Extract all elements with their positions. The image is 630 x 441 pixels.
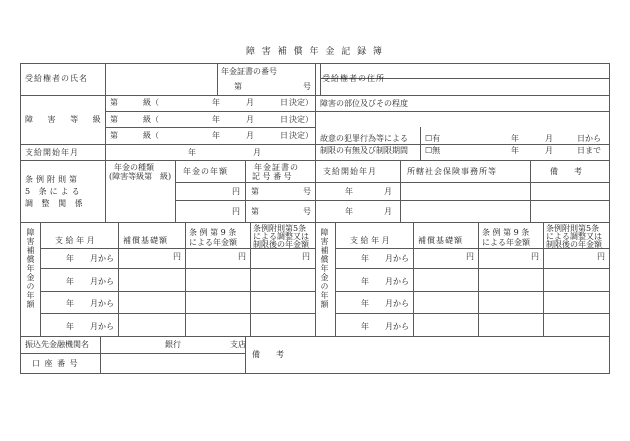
pay-month-header-left: 支 給 年 月 (55, 236, 95, 245)
grade-label: 障 害 等 級 (25, 115, 107, 124)
pension-record-form: 障 害 補 償 年 金 記 録 簿 受給権者の氏名 年金証書の番号 第 号 受給権者の住所 障 害 等 級 第 級（ 年 月 日 決定） 第 級（ 年 月 日 決定） 第 級（ 年 月 日 決定） 障害の部位及びその程度 故意の犯罪行為等による 制限の有無及び制限期間 ☐有 ☐無 年 月 日から 年 月 日まで 支給開始年月 年 月 条例附則第 5 条による 調 整 関 係 年金の種類 (障害等級第 級) 年金の年額 年金証書の 記 号 番 号 支給開始年月 所轄社会保険事務所等 備 考 円 第 号 年 月 円 第 号 年 月 障害補償年金の年額 支 給 年 月 補償基礎額 条 例 第 9 条 による年金額 条例附則第5条 による調整又は 制限後の年金額 年 月から 円 円 円 年 月から 年 月から 年 月から 障害補償年金の年額 支 給 年 月 補償基礎額 条 例 第 9 条 による年金額 条例附則第5条 による調整又は 制限後の年金額 年 月から 円 円 円 年 月から 年 月から 年 月から 振込先金融機関名 銀行 支店 口 座 番 号 備 考 (0, 0, 630, 441)
base-amount-header-left: 補償基礎額 (123, 236, 168, 245)
pay-month-header-right: 支 給 年 月 (350, 236, 390, 245)
base-amount-header-right: 補償基礎額 (418, 236, 463, 245)
bank-institution-label: 振込先金融機関名 (25, 340, 89, 349)
restriction-no-checkbox[interactable]: ☐無 (425, 146, 441, 155)
cert-go: 号 (303, 82, 311, 91)
supplementary-header-right: 条例附則第5条 (546, 224, 600, 233)
site-degree-label: 障害の部位及びその程度 (320, 99, 408, 108)
art9-header-left: 条 例 第 9 条 (189, 228, 237, 237)
pension-amount-header: 年金の年額 (183, 167, 228, 176)
restriction-yes-checkbox[interactable]: ☐有 (425, 134, 441, 143)
cert-symbol-header: 年金証書の (254, 163, 299, 172)
adjust-start-header: 支給開始年月 (323, 167, 377, 176)
restriction-label-2: 制限の有無及び制限期間 (320, 146, 408, 155)
art9-header-right: 条 例 第 9 条 (482, 228, 530, 237)
bank-remarks-label: 備 考 (252, 350, 284, 359)
form-title: 障 害 補 償 年 金 記 録 簿 (246, 47, 384, 57)
account-number-label: 口 座 番 号 (32, 359, 79, 368)
annual-side-label-right: 障害補償年金の年額 (320, 228, 329, 309)
recipient-address-label: 受給権者の住所 (322, 74, 385, 83)
adjust-remarks-header: 備 考 (550, 167, 582, 176)
office-header: 所轄社会保険事務所等 (407, 167, 497, 176)
pension-type-header: 年金の種類 (114, 163, 154, 172)
cert-dai: 第 (234, 82, 242, 91)
annual-side-label-left: 障害補償年金の年額 (26, 228, 35, 309)
pension-cert-no-label: 年金証書の番号 (221, 67, 277, 76)
start-label: 支給開始年月 (25, 148, 79, 157)
recipient-name-label: 受給権者の氏名 (25, 74, 88, 83)
supplementary-header-left: 条例附則第5条 (253, 224, 307, 233)
restriction-label-1: 故意の犯罪行為等による (320, 134, 408, 143)
